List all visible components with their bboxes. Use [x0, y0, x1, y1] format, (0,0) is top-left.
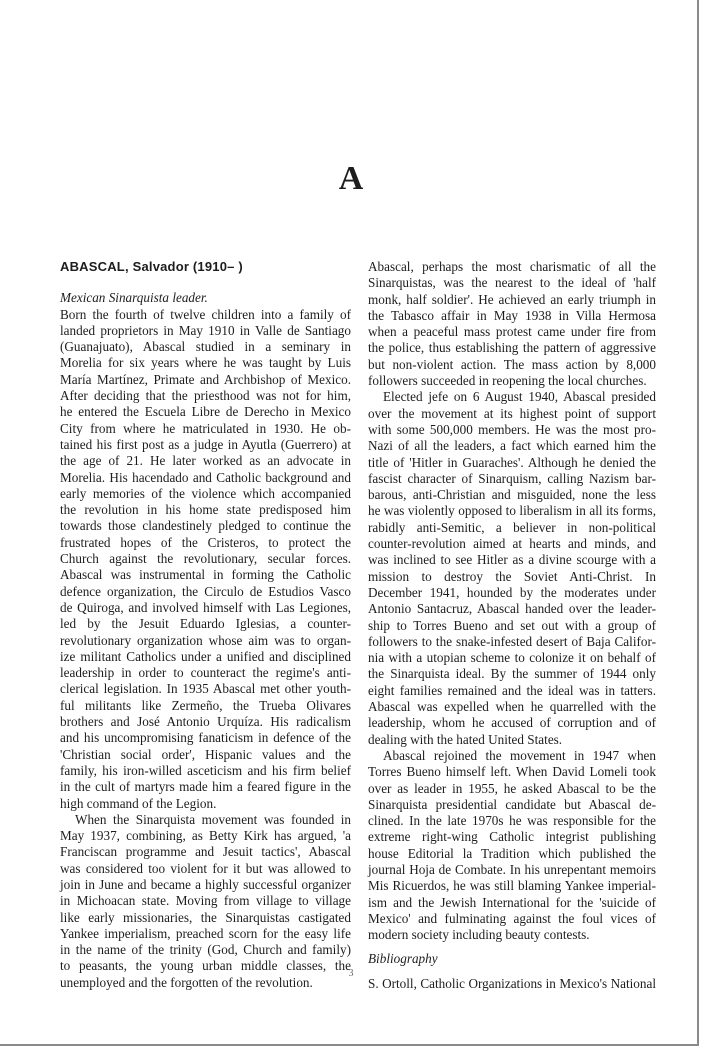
text-line: towards those clandestinely pledged to continue the	[60, 518, 351, 534]
text-line: counter-revolution aimed at hearts and minds, and	[368, 536, 656, 552]
text-line: led by the Jesuit Eduardo Iglesias, a counter-	[60, 616, 351, 632]
text-line: join in June and became a highly successful organizer	[60, 876, 351, 892]
page-number: 3	[348, 968, 354, 979]
text-line: Sinarquistas, was the nearest to the ideal of 'half	[368, 275, 656, 291]
text-line: When the Sinarquista movement was founded in	[75, 811, 351, 827]
text-line: the revolution in his home state predisposed him	[60, 502, 351, 518]
text-line: clined. In the late 1970s he was responsible for the	[368, 813, 656, 829]
text-line: Abascal rejoined the movement in 1947 when	[383, 747, 656, 763]
text-line: Mexico' and fulminating against the foul vices of	[368, 910, 656, 926]
text-line: revolutionary organization whose aim was to organ-	[60, 632, 351, 648]
text-line: Morelia for six years where he was taught by Luis	[60, 355, 351, 371]
text-line: in the cult of martyrs made him a feared figure in the	[60, 779, 351, 795]
paragraph-2	[60, 812, 351, 991]
text-line: to peasants, the young urban middle classes, the	[60, 958, 351, 974]
text-line: house Editorial la Tradition which published the	[368, 845, 656, 861]
text-line: dealing with the hated United States.	[368, 731, 563, 747]
text-line: Nazi of all the leaders, a fact which earned him the	[368, 438, 656, 454]
text-line: Sinarquista presidential candidate but Abascal de-	[368, 796, 656, 812]
text-line: journal Hoja de Combate. In his unrepentant memoirs	[368, 861, 656, 877]
text-line: ism and the Jewish International for the 'suicide of	[368, 894, 656, 910]
text-line: and his uncompromising fanaticism in defence of the	[60, 730, 351, 746]
text-line: Yankee imperialism, preached scorn for the easy life	[60, 925, 351, 941]
text-line: Abascal, perhaps the most charismatic of all the	[368, 259, 656, 274]
text-line: like early missionaries, the Sinarquistas castigated	[60, 909, 351, 925]
text-line: Antonio Santacruz, Abascal handed over the leader-	[368, 601, 656, 617]
text-line: the age of 21. He later worked as an advocate in	[60, 453, 351, 469]
text-line: the Tabasco affair in May 1938 in Villa Hermosa	[368, 307, 656, 323]
text-line: but non-violent action. The mass action by 8,000	[368, 356, 656, 372]
text-line: leadership, whom he accused of corruption and of	[368, 715, 656, 731]
text-line: de Quiroga, and involved himself with Las Legiones,	[60, 599, 351, 615]
paragraph-1	[60, 307, 351, 812]
text-line: Elected jefe on 6 August 1940, Abascal presided	[383, 389, 656, 405]
text-line: extreme right-wing Catholic integrist publishing	[368, 829, 656, 845]
text-line: rabidly anti-Semitic, a believer in non-political	[368, 519, 656, 535]
text-line: leadership in order to counteract the regime's anti-	[60, 665, 351, 681]
text-line: ship to Torres Bueno and set out with a group of	[368, 617, 656, 633]
text-line: family, his iron-willed asceticism and his firm belief	[60, 762, 351, 778]
text-line: modern society including beauty contests.	[368, 927, 590, 943]
text-line: high command of the Legion.	[60, 795, 217, 811]
text-line: early memories of the violence which accompanied	[60, 485, 351, 501]
paragraph-3	[368, 259, 656, 389]
text-line: with some 500,000 members. He was the most pro-	[368, 421, 656, 437]
text-line: After deciding that the priesthood was not for him,	[60, 388, 351, 404]
text-line: clerical legislation. In 1935 Abascal met other youth-	[60, 681, 351, 697]
text-line: May 1937, combining, as Betty Kirk has argued, 'a	[60, 828, 351, 844]
text-line: he entered the Escuela Libre de Derecho in Mexico	[60, 404, 351, 420]
text-line: nia with a utopian scheme to colonize it on behalf of	[368, 650, 656, 666]
text-line: ful militants like Zermeño, the Trueba Olivares	[60, 697, 351, 713]
text-line: Morelia. His hacendado and Catholic background and	[60, 469, 351, 485]
text-line: the Sinarquista ideal. By the summer of 1944 only	[368, 666, 656, 682]
text-line: (Guanajuato), Abascal studied in a seminary in	[60, 339, 351, 355]
text-line: in the name of the trinity (God, Church and family)	[60, 942, 351, 958]
text-line: he was violently opposed to liberalism in all its forms,	[368, 503, 656, 519]
text-line: in Michoacan state. Moving from village to village	[60, 893, 351, 909]
paragraph-4	[368, 389, 656, 748]
text-line: tained his first post as a judge in Ayutla (Guerrero) at	[60, 436, 351, 452]
text-line: followers succeeded in reopening the local churches.	[368, 373, 647, 389]
text-line: brothers and José Antonio Urquíza. His radicalism	[60, 714, 351, 730]
paragraph-5	[368, 748, 656, 944]
text-line: Church against the revolutionary, secular forces.	[60, 551, 351, 567]
right-column	[368, 259, 656, 992]
text-line: landed proprietors in May 1910 in Valle de Santiago	[60, 322, 351, 338]
text-line: eight families remained and the ideal was in tatters.	[368, 682, 656, 698]
text-line: December 1941, hounded by the moderates under	[368, 584, 656, 600]
bibliography-entry: S. Ortoll, Catholic Organizations in Mexico's National	[368, 975, 656, 991]
entry-subtitle: Mexican Sinarquista leader.	[60, 290, 208, 306]
text-line: was inclined to see Hitler as a divine scourge with a	[368, 552, 656, 568]
text-line: ize militant Catholics under a unified and disciplined	[60, 648, 351, 664]
text-line: Abascal was instrumental in forming the Catholic	[60, 567, 351, 583]
text-line: title of 'Hitler in Guaraches'. Although he denied the	[368, 454, 656, 470]
text-line: Born the fourth of twelve children into a family of	[60, 306, 351, 322]
text-line: Franciscan programme and Jesuit tactics', Abascal	[60, 844, 351, 860]
text-line: was considered too violent for it but was allowed to	[60, 860, 351, 876]
section-letter: A	[338, 160, 364, 197]
text-line: Mis Ricuerdos, he was still blaming Yankee imperial-	[368, 878, 656, 894]
text-line: barous, anti-Christian and misguided, none the less	[368, 487, 656, 503]
text-line: María Martínez, Primate and Archbishop of Mexico.	[60, 371, 351, 387]
text-line: unemployed and the forgotten of the revolution.	[60, 974, 313, 990]
bibliography-label: Bibliography	[368, 951, 438, 967]
text-line: over as leader in 1955, he asked Abascal to be the	[368, 780, 656, 796]
text-line: monk, half soldier'. He achieved an early triumph in	[368, 291, 656, 307]
text-line: mission to destroy the Soviet Anti-Christ. In	[368, 568, 656, 584]
text-line: 'Christian social order', Hispanic values and the	[60, 746, 351, 762]
text-line: defence organization, the Circulo de Estudios Vasco	[60, 583, 351, 599]
text-line: Abascal was expelled when he quarrelled with the	[368, 699, 656, 715]
text-line: the police, thus establishing the pattern of aggressive	[368, 340, 656, 356]
text-line: followers to the snake-infested desert of Baja Califor-	[368, 633, 656, 649]
text-line: frustrated hopes of the Cristeros, to protect the	[60, 534, 351, 550]
text-line: when a peaceful mass protest came under fire from	[368, 324, 656, 340]
text-line: over the movement at its highest point of support	[368, 405, 656, 421]
text-line: fascist character of Sinarquism, calling Nazism bar-	[368, 470, 656, 486]
text-line: Torres Bueno himself left. When David Lomeli took	[368, 764, 656, 780]
entry-heading: ABASCAL, Salvador (1910– )	[60, 259, 243, 274]
text-line: City from where he matriculated in 1930. He ob-	[60, 420, 351, 436]
left-column	[60, 259, 351, 991]
